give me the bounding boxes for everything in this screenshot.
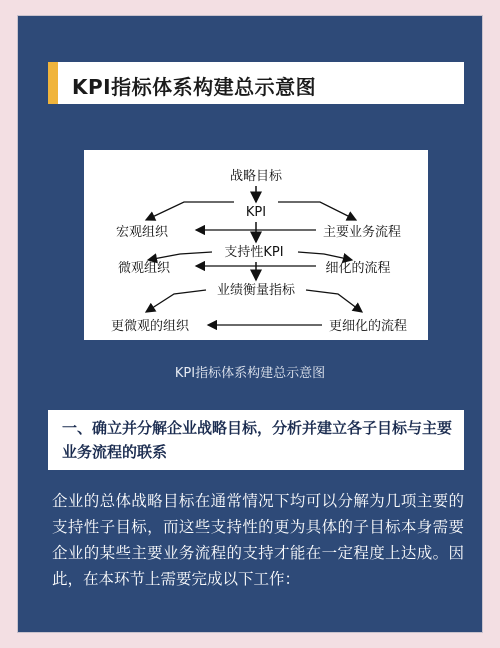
diagram-caption: KPI指标体系构建总示意图: [174, 366, 326, 381]
arrow-to-micro-org2: [146, 290, 206, 312]
node-main-process: 主要业务流程: [322, 225, 402, 240]
node-micro-org: 微观组织: [117, 261, 171, 276]
node-strategy: 战略目标: [229, 169, 283, 184]
arrow-to-detail-process: [298, 252, 352, 260]
node-kpi: KPI: [245, 205, 267, 220]
node-support-kpi: 支持性KPI: [224, 245, 284, 260]
node-detail-process: 细化的流程: [325, 261, 391, 276]
kpi-diagram-svg: [84, 150, 428, 340]
title-accent-bar: [48, 62, 58, 104]
node-perf-indicator: 业绩衡量指标: [216, 283, 296, 298]
content-panel: [18, 16, 482, 632]
section-heading-box: [48, 410, 464, 470]
node-detail-process2: 更细化的流程: [328, 319, 408, 334]
node-micro-org2: 更微观的组织: [110, 319, 190, 334]
body-paragraph: 企业的总体战略目标在通常情况下均可以分解为几项主要的支持性子目标，而这些支持性的更为具体的子目标本身需要企业的某些主要业务流程的支持才能在一定程度上达成。因此，在本环节上需要完成以下工作：: [52, 492, 464, 588]
kpi-diagram: [84, 150, 428, 340]
arrow-to-detail-process2: [306, 290, 362, 312]
page-title: KPI指标体系构建总示意图: [72, 75, 317, 99]
node-macro-org: 宏观组织: [115, 225, 169, 240]
title-bar: [48, 62, 464, 104]
section-heading: 一、确立并分解企业战略目标，分析并建立各子目标与主要业务流程的联系: [62, 419, 453, 461]
arrow-to-main-process: [278, 202, 356, 220]
arrow-to-macro-org: [146, 202, 234, 220]
arrow-to-micro-org: [148, 252, 212, 260]
